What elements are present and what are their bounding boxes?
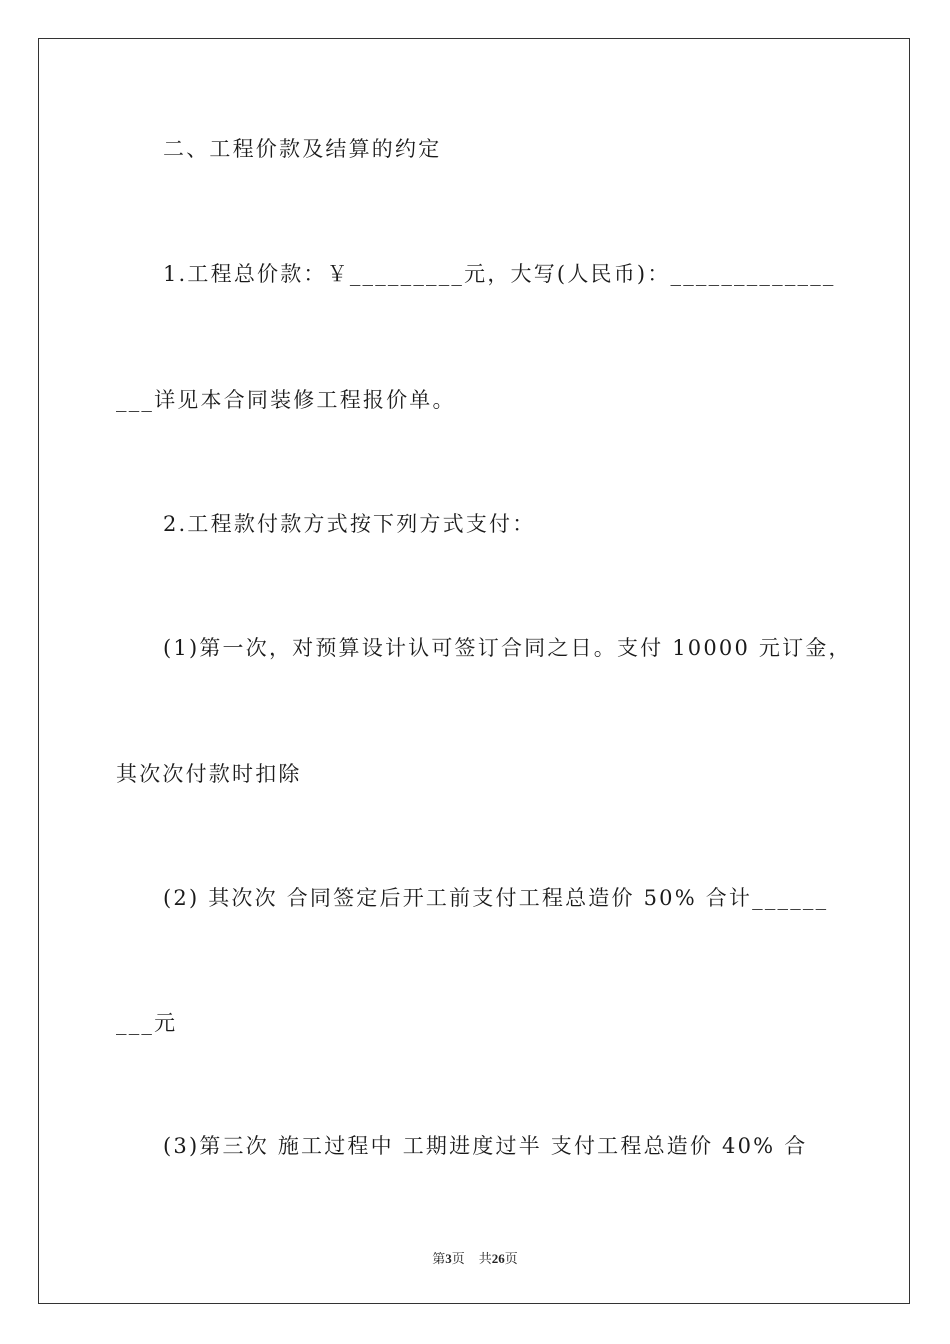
section-heading: 二、工程价款及结算的约定 [163,137,442,161]
page-border [38,38,910,1304]
footer-page-suffix: 页 [451,1251,465,1266]
footer-page-total: 26 [491,1251,505,1266]
page-footer [0,1248,950,1267]
paragraph-line-first-payment: (1)第一次，对预算设计认可签订合同之日。支付 10000 元订金， [163,636,852,660]
paragraph-line-third-payment: (3)第三次 施工过程中 工期进度过半 支付工程总造价 40% 合 [163,1134,808,1158]
footer-page-current: 3 [445,1251,452,1266]
paragraph-line-second-payment: (2) 其次次 合同签定后开工前支付工程总造价 50% 合计______ [163,886,829,910]
footer-total-prefix: 共 [478,1251,492,1266]
footer-total-suffix: 页 [504,1251,518,1266]
paragraph-line-second-payment-cont: ___元 [116,1011,178,1035]
paragraph-line-payment-method: 2.工程款付款方式按下列方式支付： [163,512,536,536]
paragraph-line-quote-reference: ___详见本合同装修工程报价单。 [116,388,456,412]
paragraph-line-total-price: 1.工程总价款：￥_________元，大写(人民币)：_____________ [163,262,836,286]
paragraph-line-first-payment-cont: 其次次付款时扣除 [116,762,302,786]
footer-page-prefix: 第 [432,1251,446,1266]
